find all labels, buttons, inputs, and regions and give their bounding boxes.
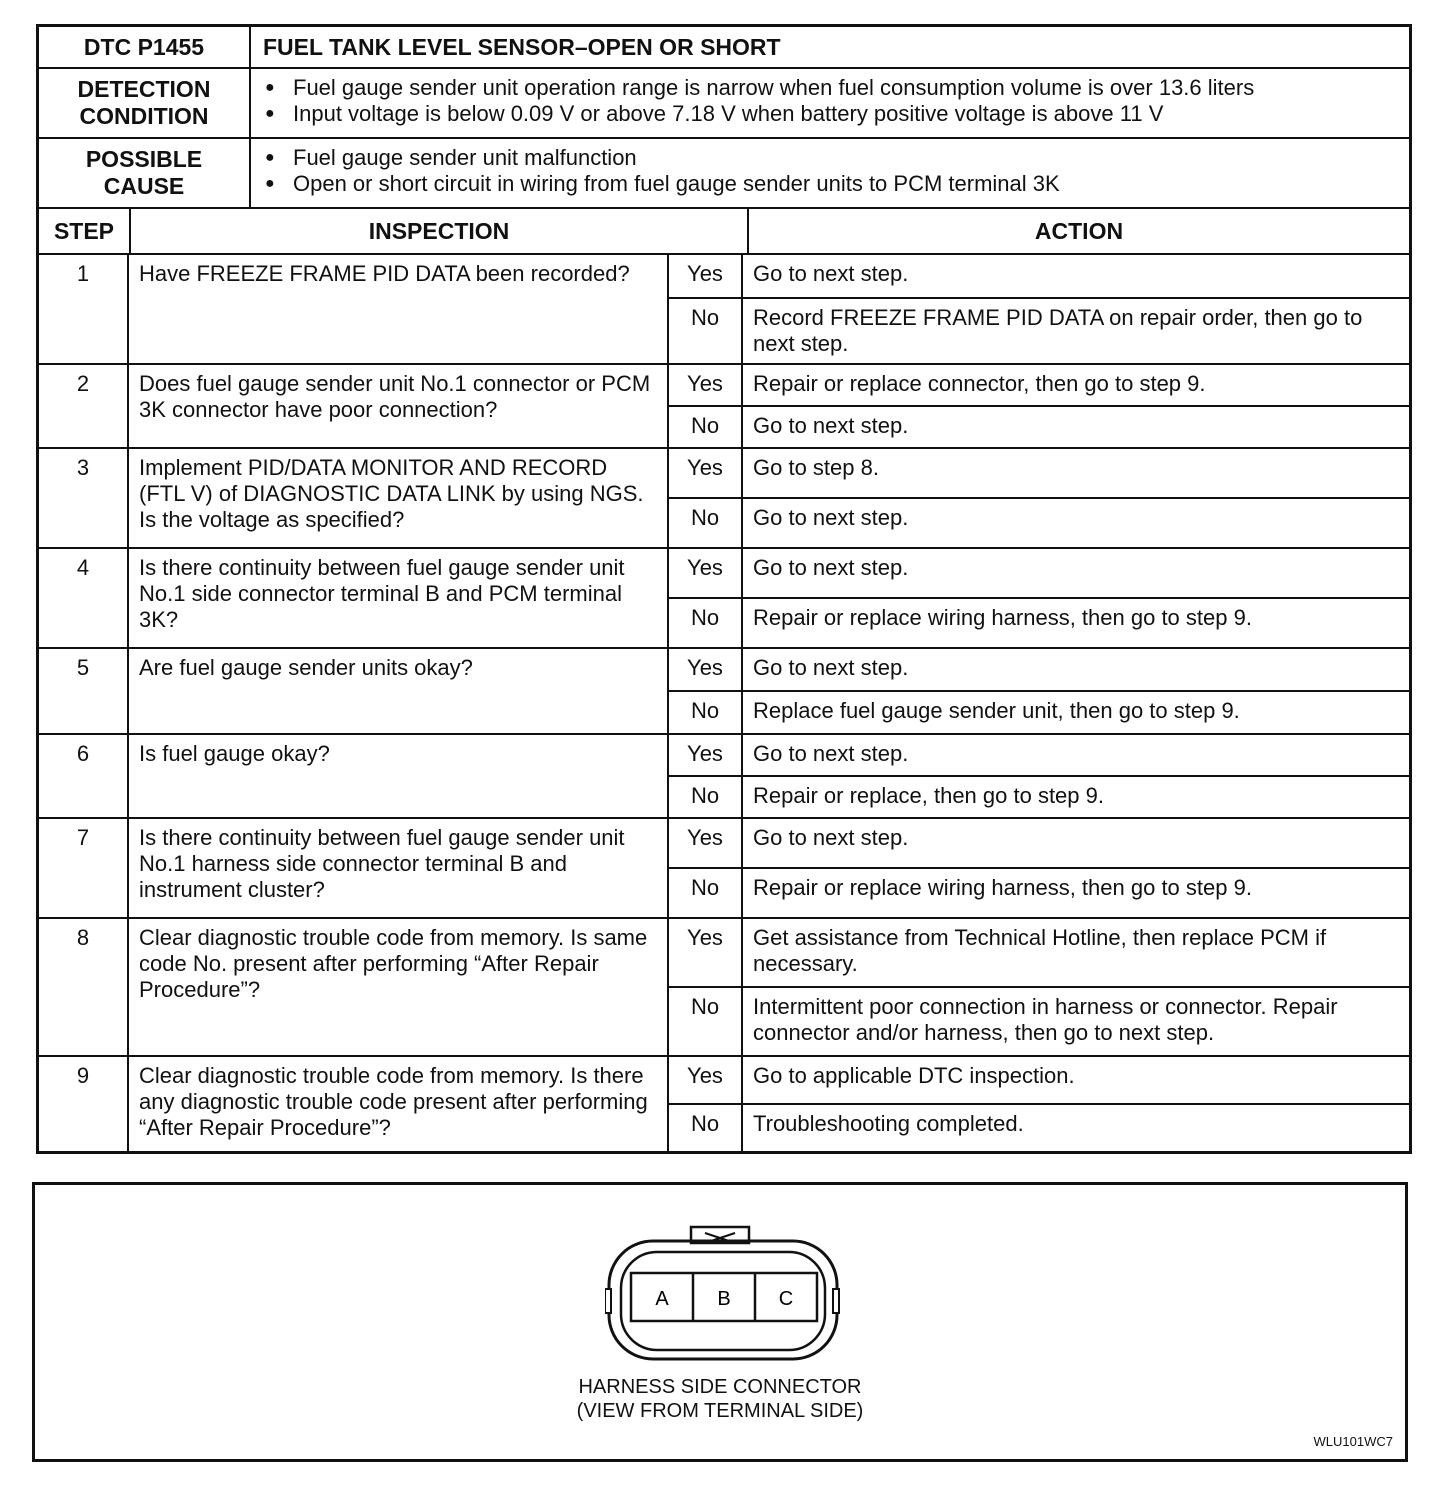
step-question: Implement PID/DATA MONITOR AND RECORD (FTL V) of DIAGNOSTIC DATA LINK by using NGS. Is the voltage as specified?	[129, 449, 669, 547]
answer-yes-action: Go to applicable DTC inspection.	[753, 1063, 1075, 1088]
answer-no-row	[669, 1103, 1409, 1151]
step-question: Is there continuity between fuel gauge sender unit No.1 harness side connector terminal B and instrument cluster?	[129, 819, 669, 917]
connector-caption: HARNESS SIDE CONNECTOR	[578, 1376, 862, 1398]
answer-yes-row	[669, 365, 1409, 405]
answer-yes-label: Yes	[669, 919, 743, 986]
answer-no-action: Intermittent poor connection in harness or connector. Repair connector and/or harness, then go to next step.	[753, 994, 1338, 1045]
step-number: 6	[39, 735, 129, 817]
title-row	[39, 27, 1409, 69]
connector-figure	[32, 1182, 1408, 1462]
dtc-title: FUEL TANK LEVEL SENSOR–OPEN OR SHORT	[263, 33, 781, 60]
step-answers	[669, 919, 1409, 1055]
table-row	[39, 819, 1409, 919]
answer-yes-row	[669, 819, 1409, 867]
list-item	[265, 171, 1060, 197]
step-number: 4	[39, 549, 129, 647]
table-row	[39, 365, 1409, 449]
bullet-icon: ●	[265, 175, 275, 192]
detection-row	[39, 69, 1409, 139]
answer-no-row	[669, 405, 1409, 447]
terminal-b-label: B	[717, 1288, 731, 1310]
answer-yes-action: Get assistance from Technical Hotline, then replace PCM if necessary.	[753, 925, 1327, 976]
step-answers	[669, 649, 1409, 733]
answer-no-row	[669, 775, 1409, 817]
answer-no-action: Repair or replace, then go to step 9.	[753, 783, 1104, 808]
cause-row	[39, 139, 1409, 209]
answer-no-label: No	[669, 499, 743, 547]
step-question: Clear diagnostic trouble code from memory. Is same code No. present after performing “After Repair Procedure”?	[129, 919, 669, 1055]
answer-no-row	[669, 986, 1409, 1055]
action-column-header: ACTION	[1034, 217, 1124, 244]
list-item	[265, 145, 1060, 171]
step-question: Does fuel gauge sender unit No.1 connector or PCM 3K connector have poor connection?	[129, 365, 669, 447]
answer-no-label: No	[669, 777, 743, 817]
connector-side-rib	[605, 1289, 611, 1313]
detection-item: Input voltage is below 0.09 V or above 7.18 V when battery positive voltage is above 11 V	[293, 101, 1164, 126]
step-answers	[669, 819, 1409, 917]
answer-yes-label: Yes	[669, 1057, 743, 1103]
cause-item: Open or short circuit in wiring from fuel gauge sender units to PCM terminal 3K	[293, 171, 1060, 196]
answer-no-action: Troubleshooting completed.	[753, 1111, 1024, 1136]
terminal-c-label: C	[778, 1288, 794, 1310]
answer-no-action: Go to next step.	[753, 505, 909, 530]
answer-yes-action: Go to next step.	[753, 555, 909, 580]
answer-yes-row	[669, 449, 1409, 497]
dtc-code: DTC P1455	[39, 27, 251, 67]
answer-yes-row	[669, 1057, 1409, 1103]
step-question: Is there continuity between fuel gauge sender unit No.1 side connector terminal B and PCM terminal 3K?	[129, 549, 669, 647]
step-answers	[669, 449, 1409, 547]
detection-list	[251, 69, 1264, 137]
step-number: 8	[39, 919, 129, 1055]
cause-label-line1: POSSIBLE	[85, 146, 203, 172]
answer-no-row	[669, 497, 1409, 547]
answer-no-label: No	[669, 599, 743, 647]
table-row	[39, 549, 1409, 649]
answer-no-row	[669, 690, 1409, 733]
answer-no-label: No	[669, 407, 743, 447]
step-column-header: STEP	[39, 209, 131, 253]
figure-code: WLU101WC7	[1313, 1434, 1393, 1449]
answer-yes-row	[669, 549, 1409, 597]
terminal-a-label: A	[655, 1288, 669, 1310]
answer-yes-row	[669, 255, 1409, 297]
step-number: 9	[39, 1057, 129, 1151]
answer-yes-label: Yes	[669, 549, 743, 597]
step-answers	[669, 255, 1409, 363]
detection-label-line2: CONDITION	[79, 103, 209, 129]
connector-side-rib	[833, 1289, 839, 1313]
step-answers	[669, 365, 1409, 447]
answer-no-label: No	[669, 1105, 743, 1151]
cause-label-line2: CAUSE	[103, 173, 185, 199]
connector-diagram	[605, 1225, 841, 1365]
table-row	[39, 649, 1409, 735]
answer-no-label: No	[669, 299, 743, 363]
bullet-icon: ●	[265, 149, 275, 166]
step-number: 3	[39, 449, 129, 547]
table-row	[39, 919, 1409, 1057]
connector-caption-view: (VIEW FROM TERMINAL SIDE)	[576, 1400, 864, 1422]
answer-yes-action: Go to next step.	[753, 825, 909, 850]
answer-yes-row	[669, 735, 1409, 775]
column-header-row	[39, 209, 1409, 255]
answer-yes-label: Yes	[669, 449, 743, 497]
answer-no-row	[669, 867, 1409, 917]
step-number: 7	[39, 819, 129, 917]
answer-no-label: No	[669, 988, 743, 1055]
step-answers	[669, 735, 1409, 817]
bullet-icon: ●	[265, 105, 275, 122]
table-row	[39, 1057, 1409, 1151]
answer-no-row	[669, 597, 1409, 647]
answer-yes-action: Go to next step.	[753, 655, 909, 680]
answer-yes-action: Go to next step.	[753, 261, 909, 286]
answer-yes-row	[669, 649, 1409, 690]
answer-yes-action: Go to next step.	[753, 741, 909, 766]
dtc-table	[36, 24, 1412, 1154]
answer-yes-label: Yes	[669, 255, 743, 297]
bullet-icon: ●	[265, 79, 275, 96]
list-item	[265, 101, 1254, 127]
answer-no-action: Replace fuel gauge sender unit, then go to step 9.	[753, 698, 1240, 723]
inspection-column-header: INSPECTION	[131, 209, 749, 253]
step-question: Clear diagnostic trouble code from memory. Is there any diagnostic trouble code present after performing “After Repair Procedure”?	[129, 1057, 669, 1151]
answer-no-action: Repair or replace wiring harness, then go to step 9.	[753, 875, 1252, 900]
answer-yes-label: Yes	[669, 649, 743, 690]
answer-yes-label: Yes	[669, 365, 743, 405]
step-answers	[669, 1057, 1409, 1151]
answer-no-action: Record FREEZE FRAME PID DATA on repair order, then go to next step.	[753, 305, 1363, 356]
list-item	[265, 75, 1254, 101]
answer-yes-action: Repair or replace connector, then go to step 9.	[753, 371, 1206, 396]
table-row	[39, 735, 1409, 819]
step-number: 1	[39, 255, 129, 363]
steps-body	[39, 255, 1409, 1151]
step-question: Have FREEZE FRAME PID DATA been recorded?	[129, 255, 669, 363]
answer-no-row	[669, 297, 1409, 363]
cause-list	[251, 139, 1070, 207]
table-row	[39, 255, 1409, 365]
detection-item: Fuel gauge sender unit operation range is narrow when fuel consumption volume is over 13.6 liters	[293, 75, 1255, 100]
answer-no-label: No	[669, 869, 743, 917]
answer-yes-row	[669, 919, 1409, 986]
detection-label	[39, 69, 251, 137]
answer-no-label: No	[669, 692, 743, 733]
answer-yes-action: Go to step 8.	[753, 455, 879, 480]
step-number: 5	[39, 649, 129, 733]
step-question: Is fuel gauge okay?	[129, 735, 669, 817]
answer-no-action: Go to next step.	[753, 413, 909, 438]
answer-no-action: Repair or replace wiring harness, then go to step 9.	[753, 605, 1252, 630]
step-answers	[669, 549, 1409, 647]
step-number: 2	[39, 365, 129, 447]
answer-yes-label: Yes	[669, 735, 743, 775]
cause-label	[39, 139, 251, 207]
detection-label-line1: DETECTION	[77, 76, 211, 102]
answer-yes-label: Yes	[669, 819, 743, 867]
cause-item: Fuel gauge sender unit malfunction	[293, 145, 637, 170]
table-row	[39, 449, 1409, 549]
step-question: Are fuel gauge sender units okay?	[129, 649, 669, 733]
